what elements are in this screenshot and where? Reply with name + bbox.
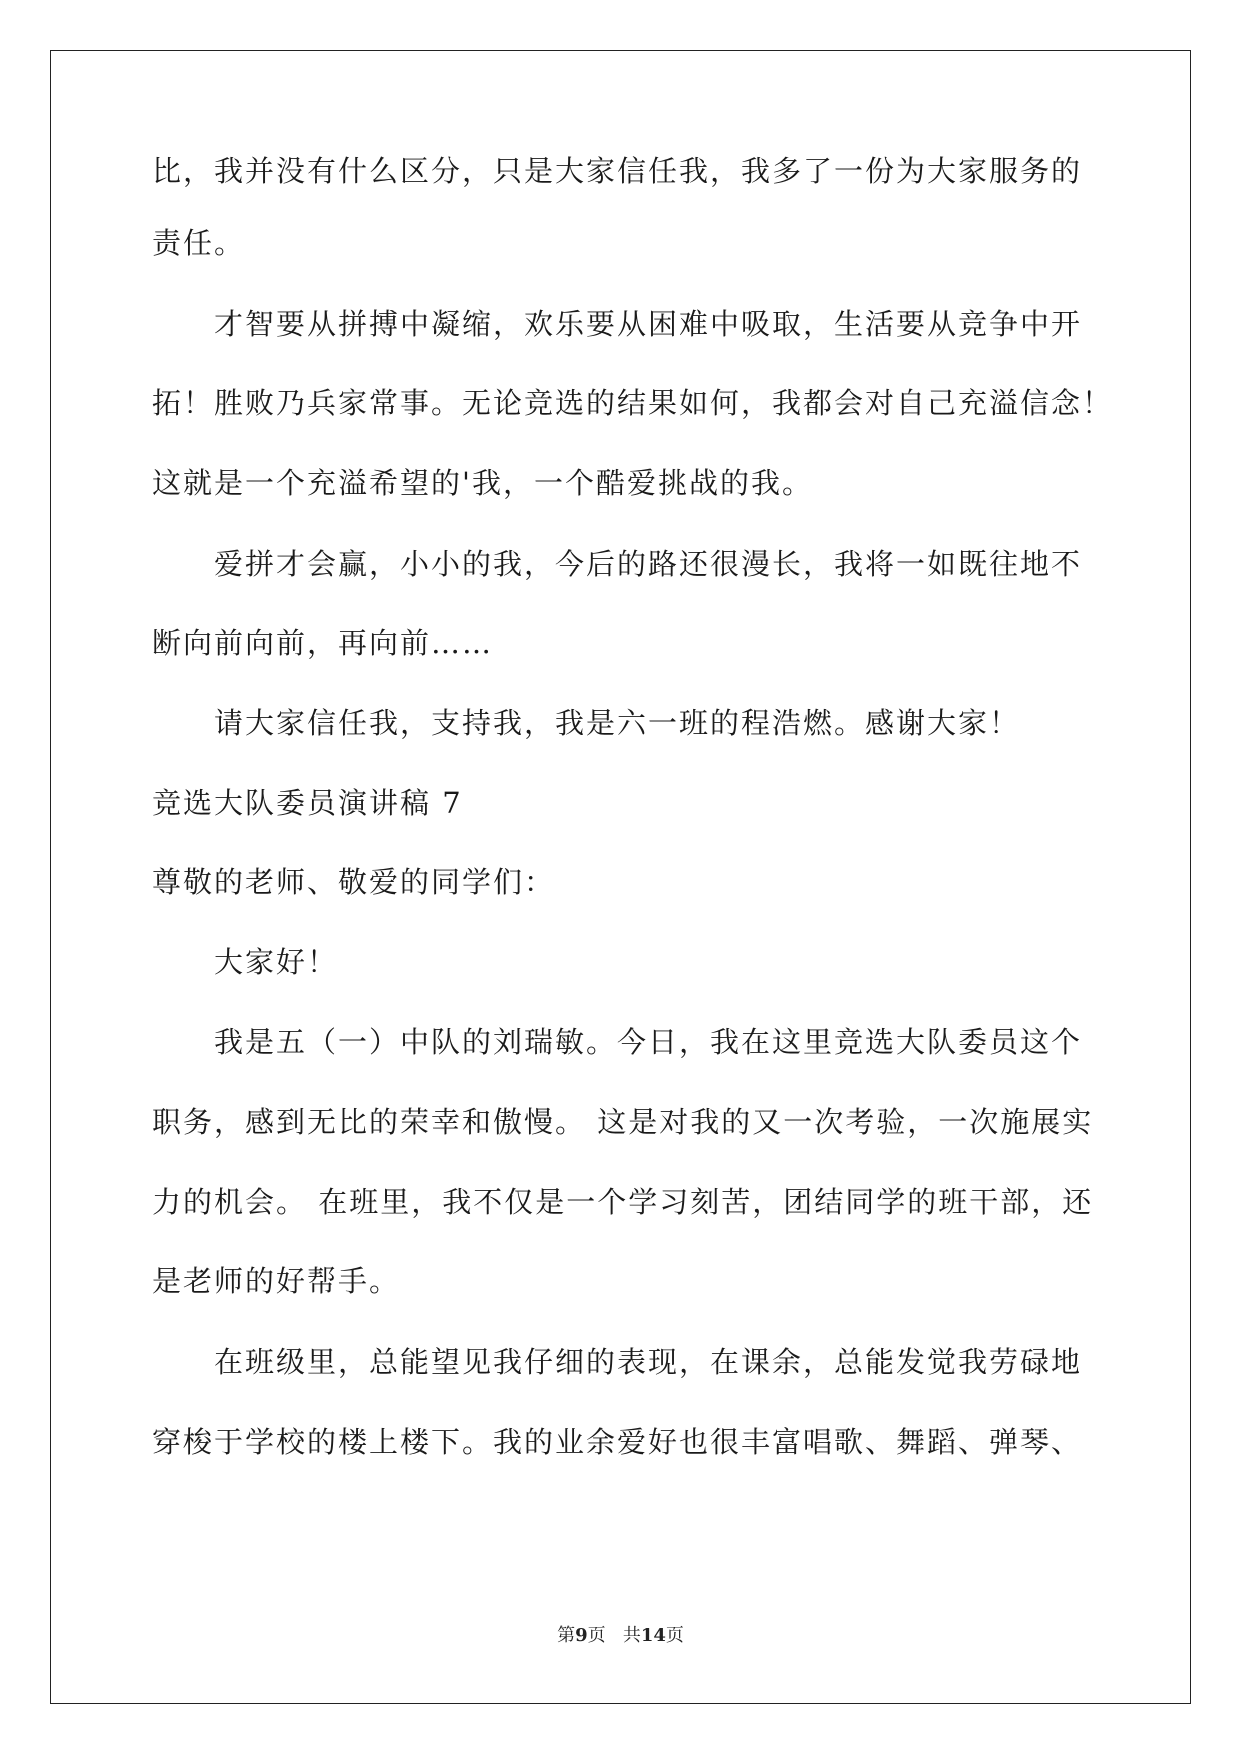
paragraph-start: 我是五（一）中队的刘瑞敏。今日，我在这里竞选大队委员这个 bbox=[214, 1025, 1083, 1059]
total-pages: 14 bbox=[640, 1625, 666, 1646]
text-line: 力的机会。 在班里，我不仅是一个学习刻苦，团结同学的班干部，还 bbox=[152, 1185, 1094, 1219]
page-prefix: 第 bbox=[557, 1625, 576, 1646]
text-line: 职务，感到无比的荣幸和傲慢。 这是对我的又一次考验，一次施展实 bbox=[152, 1105, 1094, 1139]
page-number: 9 bbox=[575, 1625, 588, 1646]
greeting: 大家好！ bbox=[214, 945, 339, 979]
paragraph-start: 在班级里，总能望见我仔细的表现，在课余，总能发觉我劳碌地 bbox=[214, 1345, 1083, 1379]
paragraph-start: 请大家信任我，支持我，我是六一班的程浩燃。感谢大家！ bbox=[214, 706, 1021, 740]
total-suffix: 页 bbox=[665, 1625, 684, 1646]
text-line: 是老师的好帮手。 bbox=[152, 1264, 401, 1298]
section-heading: 竞选大队委员演讲稿 7 bbox=[152, 786, 463, 820]
text-line: 比，我并没有什么区分，只是大家信任我，我多了一份为大家服务的 bbox=[152, 154, 1083, 188]
paragraph-start: 爱拼才会赢，小小的我，今后的路还很漫长，我将一如既往地不 bbox=[214, 547, 1083, 581]
paragraph-start: 才智要从拼搏中凝缩，欢乐要从困难中吸取，生活要从竞争中开 bbox=[214, 307, 1083, 341]
text-line: 责任。 bbox=[152, 226, 246, 260]
text-line: 穿梭于学校的楼上楼下。我的业余爱好也很丰富唱歌、舞蹈、弹琴、 bbox=[152, 1425, 1083, 1459]
salutation: 尊敬的老师、敬爱的同学们： bbox=[152, 865, 556, 899]
page-suffix: 页 bbox=[587, 1625, 606, 1646]
total-prefix: 共 bbox=[622, 1625, 641, 1646]
page-footer bbox=[0, 1627, 1241, 1645]
text-line: 拓！胜败乃兵家常事。无论竞选的结果如何，我都会对自己充溢信念！ bbox=[152, 386, 1114, 420]
text-line: 断向前向前，再向前…… bbox=[152, 626, 494, 660]
text-line: 这就是一个充溢希望的'我，一个酷爱挑战的我。 bbox=[152, 466, 813, 500]
